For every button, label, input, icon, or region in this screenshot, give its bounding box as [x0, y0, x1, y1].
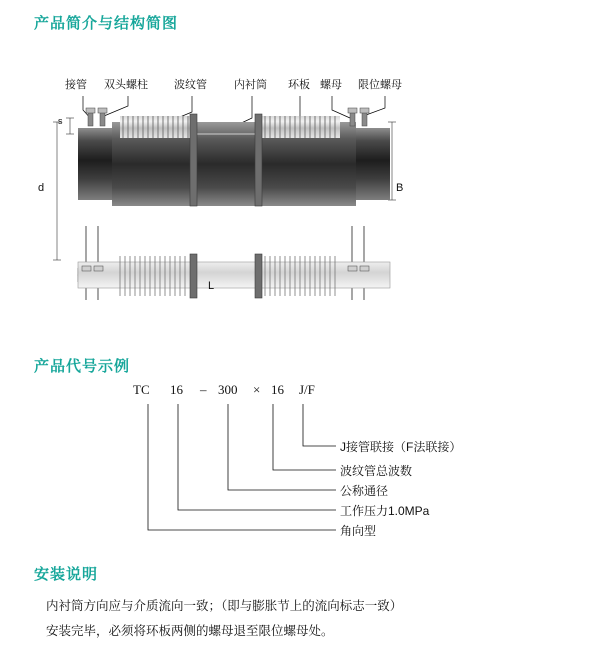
dimension-label-s: s — [58, 116, 63, 126]
callout-label-7: 限位螺母 — [358, 79, 402, 91]
install-note-line-1: 内衬筒方向应与介质流向一致；（即与膨胀节上的流向标志一致） — [46, 599, 403, 613]
code-desc-type: 角向型 — [340, 524, 377, 538]
code-token-waves: 16 — [271, 382, 284, 397]
code-token-connect: J/F — [299, 382, 315, 397]
callout-label-6: 螺母 — [320, 79, 342, 91]
callout-label-3: 波纹管 — [174, 79, 207, 91]
section-title-install: 安装说明 — [34, 566, 99, 583]
structure-diagram-svg — [0, 60, 600, 340]
install-note-line-2: 安装完毕，必须将环板两侧的螺母退至限位螺母处。 — [46, 624, 334, 638]
code-token-pressure: 16 — [170, 382, 183, 397]
structure-diagram — [0, 60, 600, 340]
callout-label-4: 内衬筒 — [234, 79, 267, 91]
product-code-leader-lines — [0, 378, 600, 538]
code-desc-dn: 公称通径 — [340, 484, 389, 498]
callout-label-1: 接管 — [65, 79, 87, 91]
code-desc-connect: J接管联接（F法联接） — [340, 440, 462, 454]
dimension-label-B: B — [396, 182, 404, 194]
section-title-code: 产品代号示例 — [34, 358, 131, 375]
install-notes — [46, 597, 566, 647]
callout-label-2: 双头螺柱 — [104, 79, 148, 91]
dimension-label-L: L — [208, 280, 215, 292]
product-code-diagram — [0, 378, 600, 538]
code-token-type: TC — [133, 382, 150, 397]
dimension-label-d: d — [38, 182, 45, 194]
section-title-structure: 产品简介与结构简图 — [34, 15, 179, 32]
callout-label-5: 环板 — [288, 79, 310, 91]
code-desc-pressure: 工作压力1.0MPa — [340, 504, 430, 518]
code-desc-waves: 波纹管总波数 — [340, 464, 413, 478]
code-token-times: × — [253, 382, 261, 397]
code-token-dn: 300 — [218, 382, 238, 397]
code-token-dash: – — [200, 382, 207, 397]
